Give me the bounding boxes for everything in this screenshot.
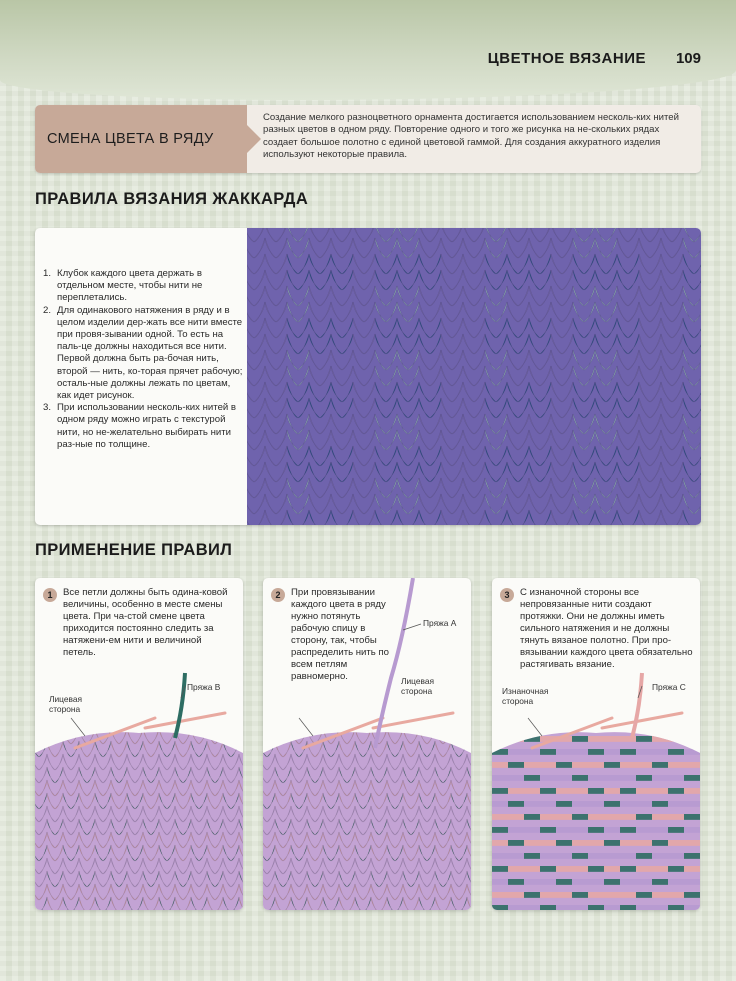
chapter-title: ЦВЕТНОЕ ВЯЗАНИЕ	[487, 50, 646, 67]
side-label: Изнаночная сторона	[502, 686, 549, 706]
list-item	[43, 305, 243, 403]
step-text: Все петли должны быть одина-ковой величины, особенно в месте смены цвета. При ча-стой смене цвета приходится постоянно следить за натяжени-ем нити и величиной петель.	[63, 587, 228, 658]
step-card-2	[263, 578, 471, 910]
list-item	[43, 402, 243, 451]
rules-panel	[35, 228, 701, 525]
side-label: Лицевая сторона	[401, 676, 435, 696]
yarn-label: Пряжа В	[187, 682, 221, 692]
rules-list	[43, 268, 243, 451]
list-text: При использовании несколь-ких нитей в одном ряду можно играть с текстурой нити, но не-желательно выбирать нити раз-ные по толщине.	[57, 402, 237, 450]
step-number-badge: 3	[500, 588, 514, 602]
list-text: Клубок каждого цвета держать в отдельном месте, чтобы нити не переплетались.	[57, 268, 203, 304]
step-number-badge: 1	[43, 588, 57, 602]
page-number: 109	[675, 50, 701, 67]
step-text: При провязывании каждого цвета в ряду нужно потянуть рабочую спицу в сторону, так, чтобы распределить нить по всем петлям равномерно.	[291, 587, 389, 682]
step-number-badge: 2	[271, 588, 285, 602]
jacquard-swatch-photo	[247, 228, 701, 525]
list-number: 3.	[43, 402, 52, 414]
intro-box	[35, 105, 701, 173]
list-number: 2.	[43, 304, 52, 316]
section-title-rules: ПРАВИЛА ВЯЗАНИЯ ЖАККАРДА	[35, 190, 309, 208]
yarn-label: Пряжа С	[652, 682, 686, 692]
list-item	[43, 268, 243, 305]
step-card-3	[492, 578, 700, 910]
step-card-1	[35, 578, 243, 910]
list-number: 1.	[43, 268, 52, 279]
step-text: С изнаночной стороны все непровязанные нити создают протяжки. Они не должны иметь сильного натяжения и не должны тянуть вязаное полотно. При про-вязывании каждого цвета обязательно растягивать вязание.	[520, 587, 693, 670]
yarn-label: Пряжа А	[423, 618, 457, 628]
intro-label: СМЕНА ЦВЕТА В РЯДУ	[35, 105, 247, 173]
side-label: Лицевая сторона	[49, 694, 83, 714]
list-text: Для одинакового натяжения в ряду и в целом изделии дер-жать все нити вместе при провя-зывании одной. То есть на паль-це должны находиться все нити. Первой должна быть ра-бочая нить, второй — нить, ко-торая прячет рабочую; осталь-ные должны лежать по цветам, как идет рисунок.	[57, 304, 243, 402]
section-title-apply: ПРИМЕНЕНИЕ ПРАВИЛ	[35, 541, 233, 559]
intro-text: Создание мелкого разноцветного орнамента достигается использованием несколь-ких нитей разных цветов в одном ряду. Повторение одного и того же рисунка на не-скольких рядах создает большое полотно с единой цветовой гаммой. Для создания аккуратного изделия используют некоторые правила.	[263, 112, 679, 161]
